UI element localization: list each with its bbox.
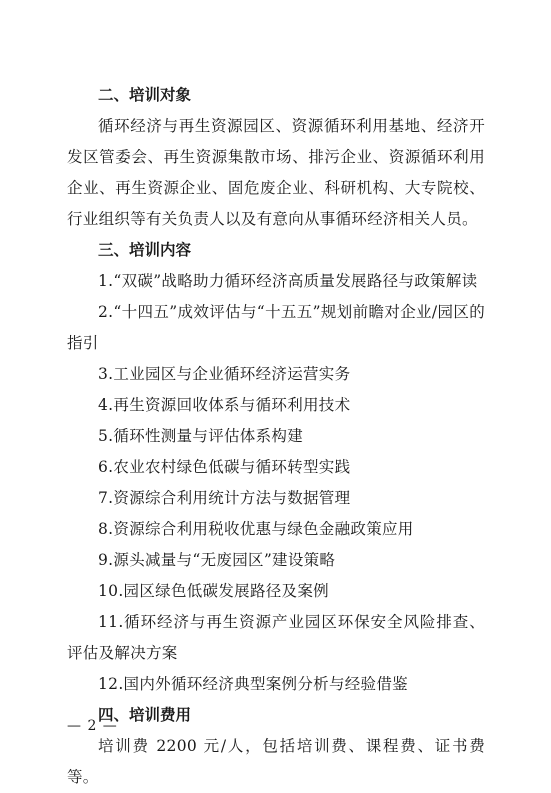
document-body <box>67 80 485 793</box>
list-item: 2.“十四五”成效评估与“十五五”规划前瞻对企业/园区的指引 <box>67 303 485 352</box>
list-item: 3.工业园区与企业循环经济运营实务 <box>98 365 351 383</box>
list-item: 4.再生资源回收体系与循环利用技术 <box>98 396 351 414</box>
list-item: 10.园区绿色低碳发展路径及案例 <box>98 582 329 600</box>
list-item: 11.循环经济与再生资源产业园区环保安全风险排查、评估及解决方案 <box>67 613 485 662</box>
training-content-list <box>67 266 485 700</box>
list-item: 9.源头减量与“无废园区”建设策略 <box>98 551 336 569</box>
section-heading-training-content: 三、培训内容 <box>98 241 192 259</box>
list-item: 1.“双碳”战略助力循环经济高质量发展路径与政策解读 <box>98 272 478 290</box>
list-item: 8.资源综合利用税收优惠与绿色金融政策应用 <box>98 520 414 538</box>
list-item: 6.农业农村绿色低碳与循环转型实践 <box>98 458 351 476</box>
section-heading-training-target: 二、培训对象 <box>98 86 192 104</box>
training-target-paragraph: 循环经济与再生资源园区、资源循环利用基地、经济开发区管委会、再生资源集散市场、排污企业、资源循环利用企业、再生资源企业、固危废企业、科研机构、大专院校、行业组织等有关负责人以及有意向从事循环经济相关人员。 <box>67 117 485 228</box>
list-item: 7.资源综合利用统计方法与数据管理 <box>98 489 351 507</box>
training-fee-paragraph: 培训费 2200 元/人，包括培训费、课程费、证书费等。 <box>67 737 485 786</box>
section-heading-training-fee: 四、培训费用 <box>98 706 192 724</box>
list-item: 5.循环性测量与评估体系构建 <box>98 427 303 445</box>
list-item: 12.国内外循环经济典型案例分析与经验借鉴 <box>98 675 408 693</box>
page-number: — 2 — <box>67 718 118 734</box>
